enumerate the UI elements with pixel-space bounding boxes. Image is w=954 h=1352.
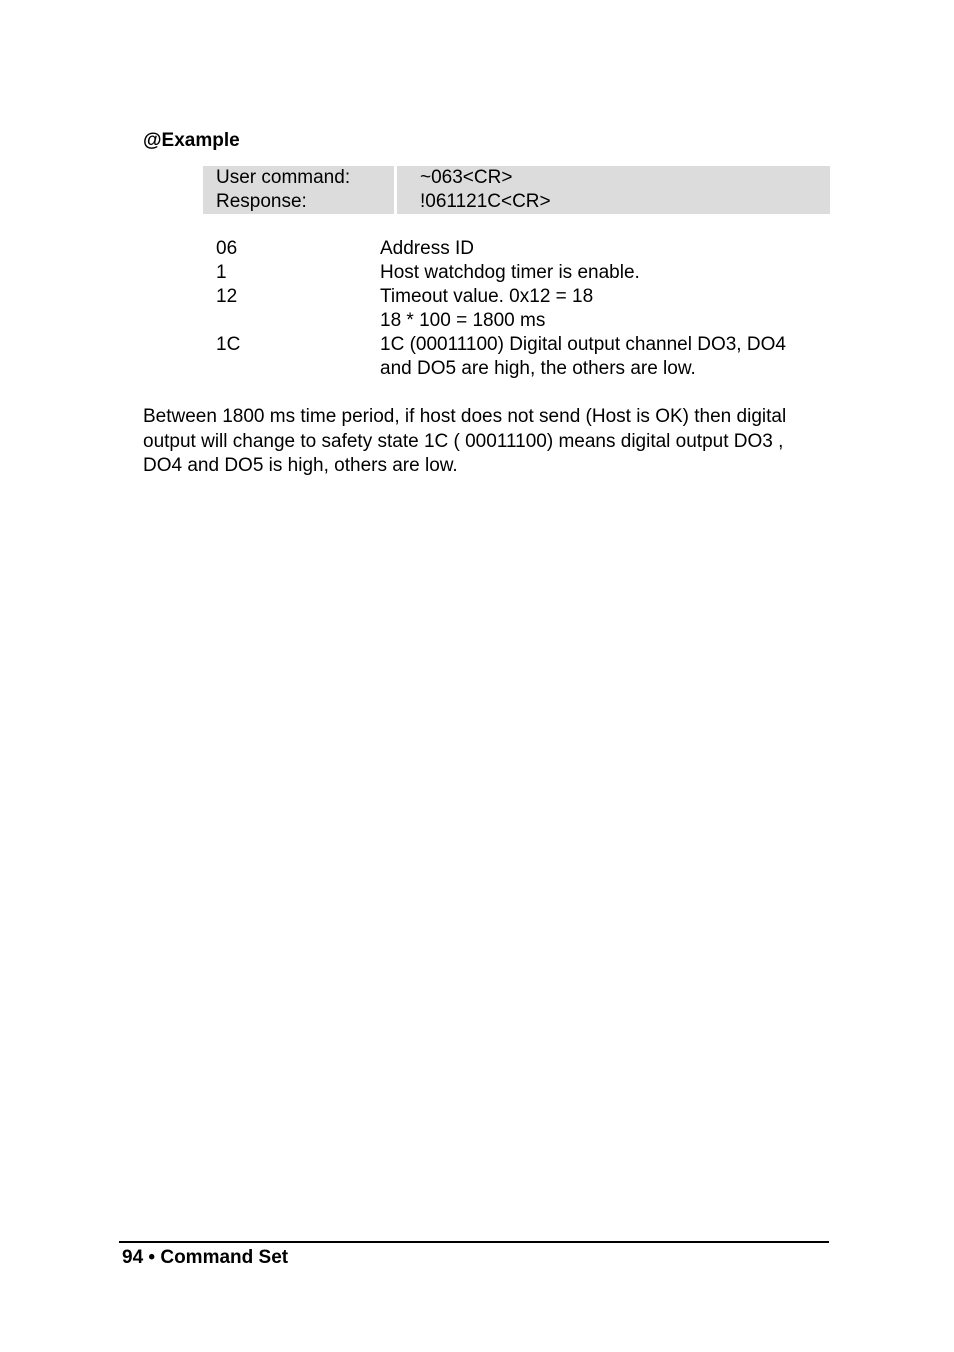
field-desc: 18 * 100 = 1800 ms bbox=[380, 310, 546, 331]
field-row-timeout bbox=[216, 285, 836, 333]
paragraph-line: DO4 and DO5 is high, others are low. bbox=[143, 455, 458, 476]
field-desc: Host watchdog timer is enable. bbox=[380, 262, 640, 283]
field-row-safety-value bbox=[216, 333, 836, 381]
page-footer bbox=[122, 1246, 288, 1270]
response-value: !061121C<CR> bbox=[420, 191, 551, 212]
footer-section-title: Command Set bbox=[160, 1247, 289, 1268]
command-box-divider bbox=[394, 166, 397, 214]
response-field-list bbox=[216, 237, 836, 381]
user-command-value: ~063<CR> bbox=[420, 167, 513, 188]
page-number: 94 bbox=[122, 1247, 144, 1268]
field-desc: Timeout value. 0x12 = 18 bbox=[380, 286, 594, 307]
paragraph-line: output will change to safety state 1C ( 00011100) means digital output DO3 , bbox=[143, 430, 784, 452]
field-desc: Address ID bbox=[380, 238, 474, 259]
field-row-address bbox=[216, 237, 836, 261]
field-key: 12 bbox=[216, 286, 238, 307]
explanation-paragraph bbox=[143, 405, 843, 479]
field-key: 1C bbox=[216, 334, 241, 355]
field-key: 1 bbox=[216, 262, 227, 283]
field-key: 06 bbox=[216, 238, 238, 259]
field-desc: and DO5 are high, the others are low. bbox=[380, 358, 696, 379]
paragraph-line: Between 1800 ms time period, if host does not send (Host is OK) then digital bbox=[143, 406, 787, 427]
footer-rule bbox=[119, 1241, 829, 1243]
response-label: Response: bbox=[216, 191, 307, 212]
field-row-watchdog bbox=[216, 261, 836, 285]
response-row bbox=[203, 190, 830, 214]
field-desc: 1C (00011100) Digital output channel DO3, DO4 bbox=[380, 334, 786, 355]
user-command-row bbox=[203, 166, 830, 190]
command-box bbox=[203, 166, 830, 214]
user-command-label: User command: bbox=[216, 167, 351, 188]
footer-bullet: • bbox=[148, 1247, 156, 1268]
example-heading: @Example bbox=[143, 130, 240, 151]
